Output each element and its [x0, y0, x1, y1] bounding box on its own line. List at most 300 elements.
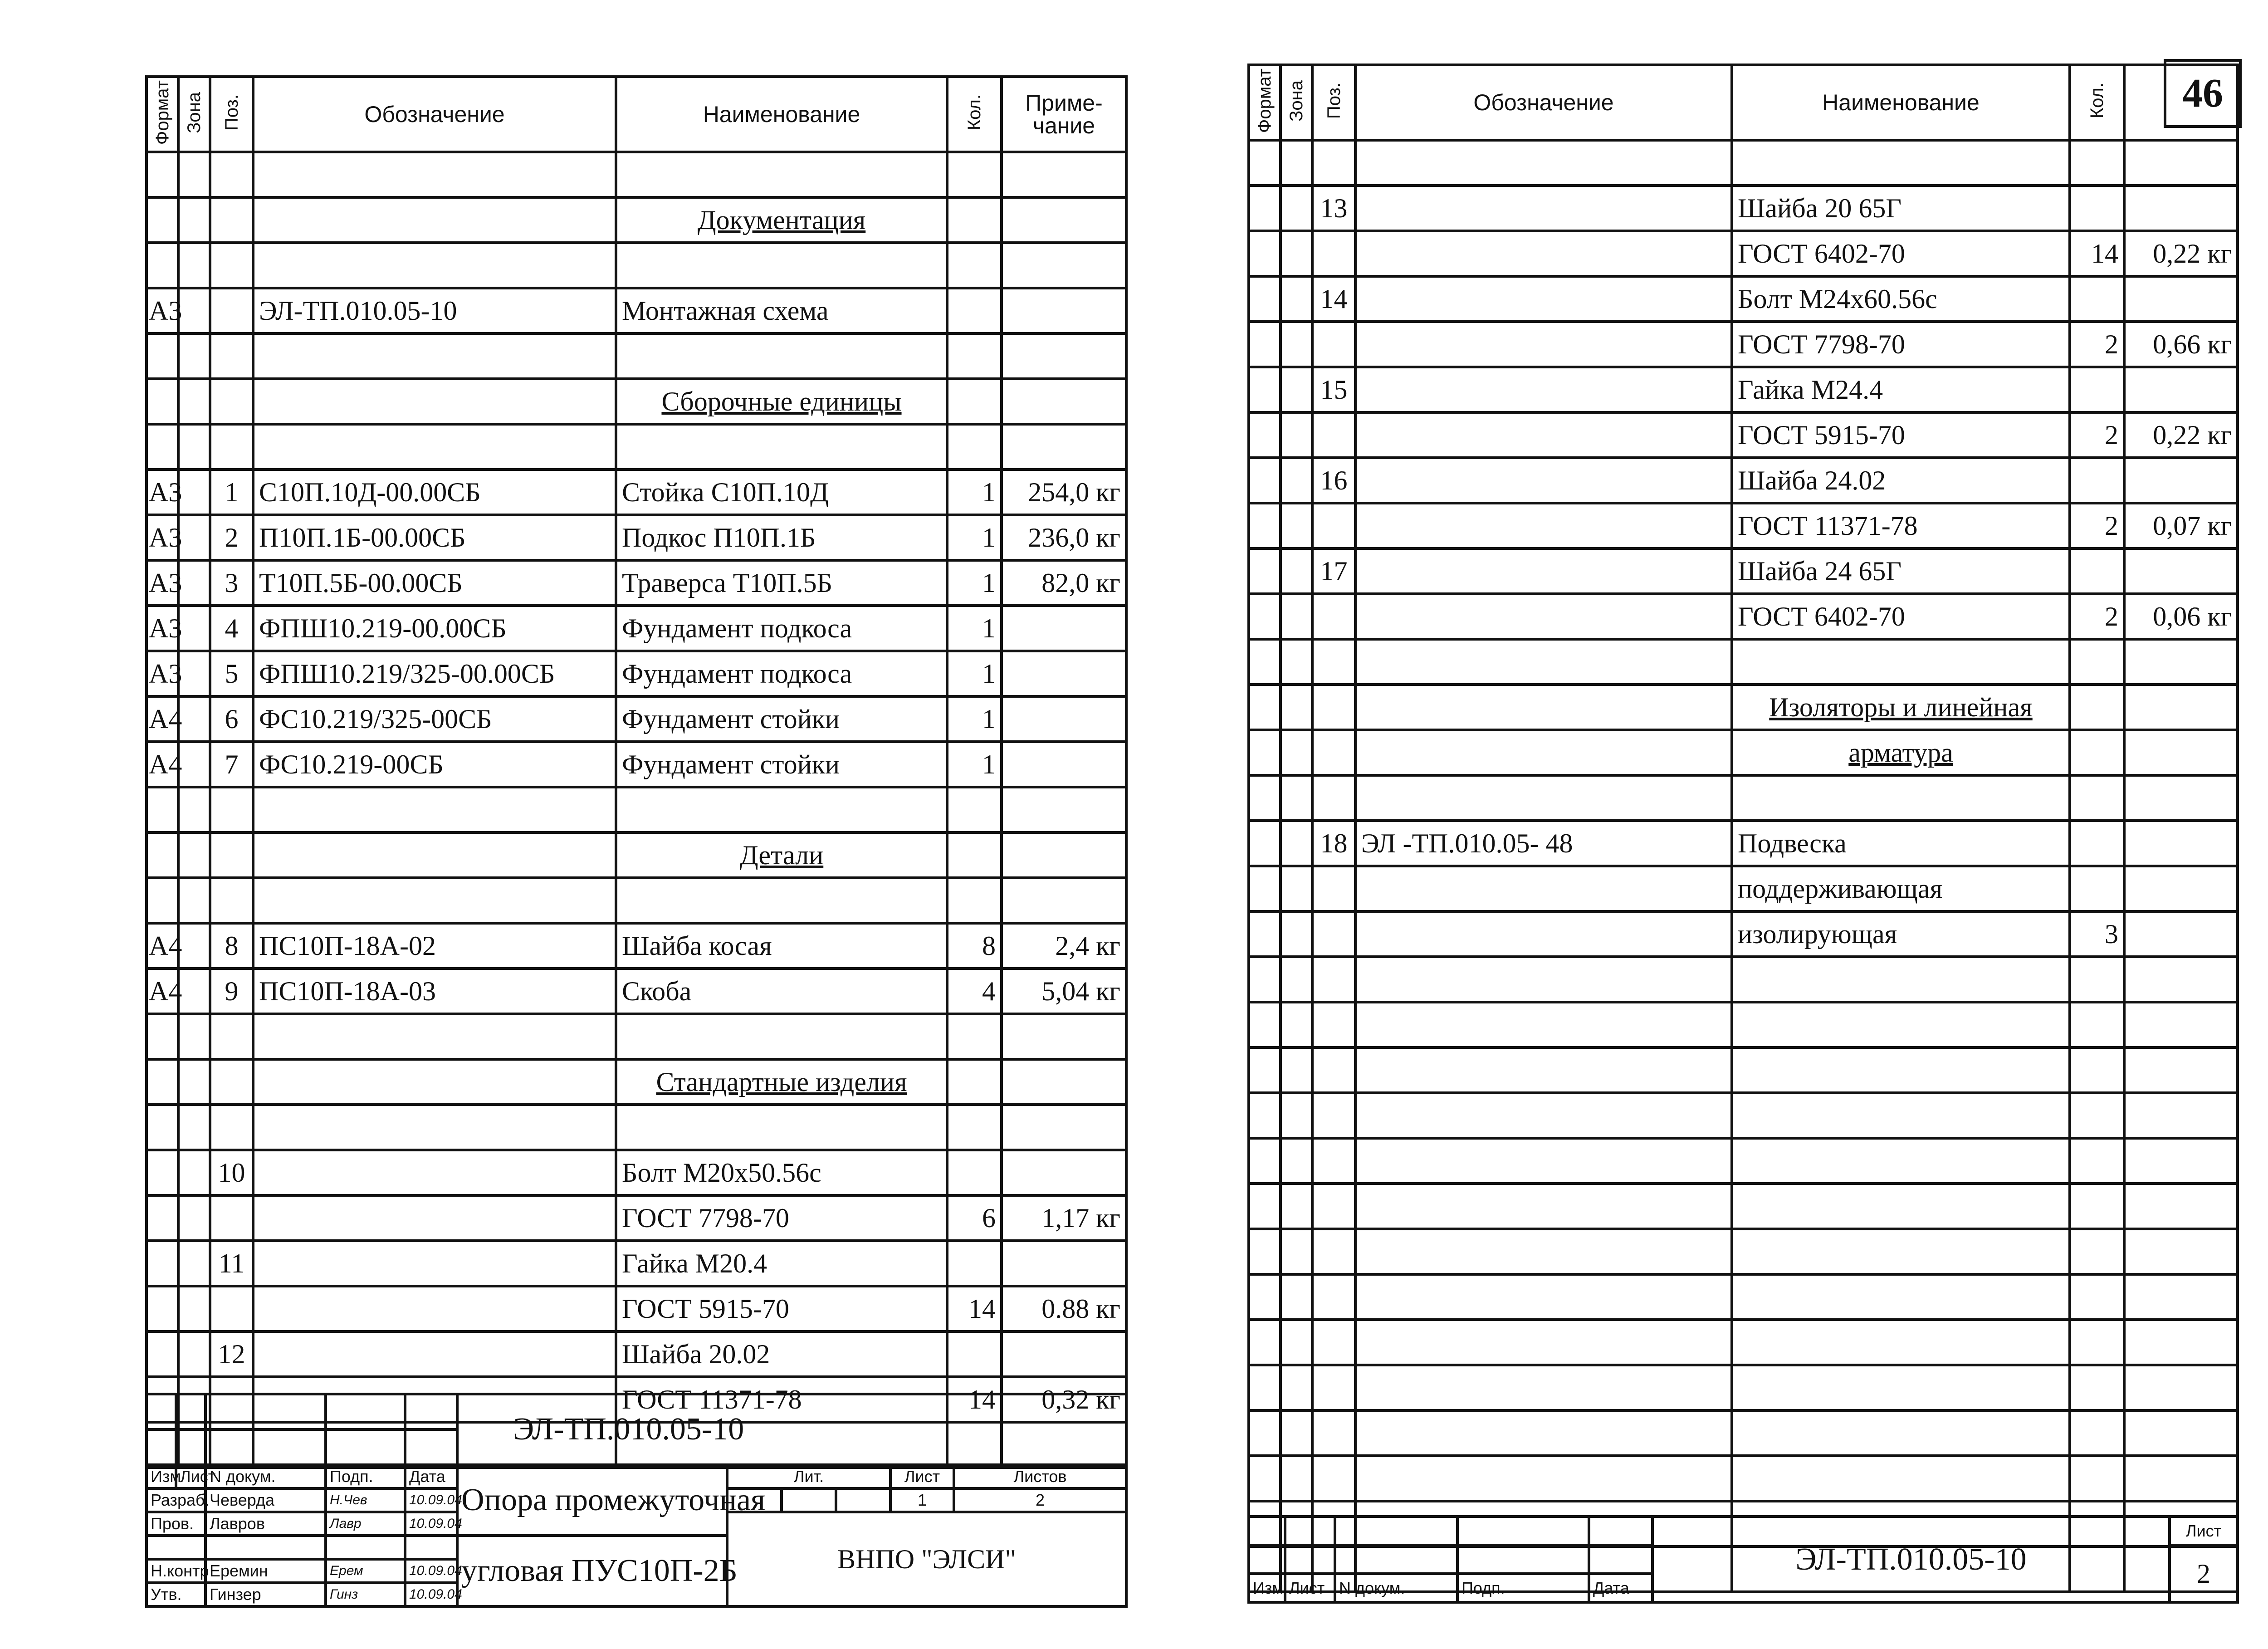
spec-row	[1249, 1456, 2238, 1501]
left-doc-code: ЭЛ-ТП.010.05-10	[457, 1394, 1126, 1465]
format-cell	[1249, 1138, 1281, 1184]
designation-cell	[1355, 866, 1732, 911]
position-cell: 6	[210, 696, 253, 742]
designation-cell: ПС10П-18А-02	[253, 923, 616, 969]
zone-cell	[178, 787, 210, 832]
position-cell	[1312, 1047, 1355, 1093]
designation-cell	[253, 1286, 616, 1331]
position-cell	[1312, 730, 1355, 775]
spec-row	[1249, 1320, 2238, 1365]
position-cell	[1312, 1410, 1355, 1456]
designation-cell	[1355, 367, 1732, 412]
header-designation: Обозначение	[1355, 65, 1732, 140]
designation-cell	[1355, 1047, 1732, 1093]
position-cell: 15	[1312, 367, 1355, 412]
name-cell: Болт М24х60.56с	[1732, 276, 2070, 322]
position-cell	[1312, 866, 1355, 911]
zone-cell	[178, 696, 210, 742]
left-body	[147, 152, 1126, 1468]
note-cell	[2124, 548, 2238, 594]
tb-list-label: Лист	[176, 1465, 205, 1488]
position-cell	[1312, 412, 1355, 458]
position-cell	[1312, 594, 1355, 639]
quantity-cell	[2070, 1093, 2124, 1138]
designation-cell	[253, 243, 616, 288]
zone-cell	[178, 1014, 210, 1059]
name-cell	[1732, 1002, 2070, 1047]
quantity-cell	[947, 1014, 1002, 1059]
format-cell	[1249, 322, 1281, 367]
designation-cell	[1355, 458, 1732, 503]
position-cell: 18	[1312, 821, 1355, 866]
spec-row	[1249, 685, 2238, 730]
designation-cell	[253, 197, 616, 243]
spec-row	[1249, 1274, 2238, 1320]
position-cell	[1312, 1002, 1355, 1047]
format-cell: А3	[147, 560, 178, 606]
quantity-cell: 3	[2070, 911, 2124, 957]
left-title-line2: угловая ПУС10П-2Б	[457, 1536, 727, 1606]
spec-row	[1249, 775, 2238, 821]
spec-row	[147, 379, 1126, 424]
designation-cell	[1355, 231, 1732, 276]
zone-cell	[178, 1286, 210, 1331]
signature-checker: Лавр	[326, 1512, 405, 1536]
note-cell	[2124, 1229, 2238, 1274]
zone-cell	[1281, 322, 1312, 367]
format-cell	[147, 787, 178, 832]
quantity-cell: 14	[2070, 231, 2124, 276]
quantity-cell	[2070, 821, 2124, 866]
header-pos: Поз.	[1312, 65, 1355, 140]
format-cell	[147, 1331, 178, 1377]
quantity-cell	[2070, 639, 2124, 685]
format-cell	[1249, 458, 1281, 503]
name-cell	[616, 787, 947, 832]
zone-cell	[1281, 1002, 1312, 1047]
sheets-label: Листов	[954, 1465, 1126, 1488]
designation-cell	[1355, 548, 1732, 594]
note-cell: 0,06 кг	[2124, 594, 2238, 639]
format-cell	[147, 243, 178, 288]
position-cell: 8	[210, 923, 253, 969]
zone-cell	[1281, 1365, 1312, 1410]
signature-developer: Н.Чев	[326, 1488, 405, 1512]
format-cell	[147, 1150, 178, 1195]
quantity-cell: 2	[2070, 594, 2124, 639]
spec-row	[147, 787, 1126, 832]
note-cell: 2,4 кг	[1002, 923, 1126, 969]
note-cell	[2124, 458, 2238, 503]
position-cell	[210, 288, 253, 333]
right-spec-table	[1247, 64, 2239, 1593]
format-cell	[147, 1286, 178, 1331]
zone-cell	[1281, 821, 1312, 866]
zone-cell	[1281, 594, 1312, 639]
quantity-cell: 2	[2070, 503, 2124, 548]
note-cell	[2124, 1138, 2238, 1184]
zone-cell	[178, 606, 210, 651]
section-heading: Документация	[616, 197, 947, 243]
name-cell	[1732, 1410, 2070, 1456]
format-cell	[1249, 548, 1281, 594]
note-cell	[1002, 787, 1126, 832]
designation-cell	[253, 1241, 616, 1286]
name-cell: ГОСТ 6402-70	[1732, 594, 2070, 639]
zone-cell	[178, 1331, 210, 1377]
name-cell: Шайба 20 65Г	[1732, 186, 2070, 231]
format-cell	[1249, 1229, 1281, 1274]
signature-normcontrol: Ерем	[326, 1559, 405, 1583]
zone-cell	[1281, 866, 1312, 911]
format-cell	[147, 333, 178, 379]
zone-cell	[1281, 1229, 1312, 1274]
quantity-cell: 1	[947, 470, 1002, 515]
zone-cell	[178, 243, 210, 288]
position-cell	[1312, 685, 1355, 730]
quantity-cell	[2070, 1456, 2124, 1501]
designation-cell	[1355, 1002, 1732, 1047]
zone-cell	[1281, 412, 1312, 458]
right-header-row	[1249, 65, 2238, 140]
format-cell	[1249, 685, 1281, 730]
note-cell	[2124, 1274, 2238, 1320]
format-cell	[1249, 730, 1281, 775]
quantity-cell	[947, 424, 1002, 470]
format-cell	[1249, 1047, 1281, 1093]
zone-cell	[1281, 140, 1312, 186]
position-cell	[210, 1195, 253, 1241]
format-cell: А3	[147, 606, 178, 651]
designation-cell	[253, 787, 616, 832]
quantity-cell: 1	[947, 696, 1002, 742]
position-cell	[210, 1014, 253, 1059]
spec-row	[147, 1331, 1126, 1377]
note-cell	[1002, 832, 1126, 878]
quantity-cell	[2070, 866, 2124, 911]
right-title-block	[1247, 1515, 2239, 1604]
spec-row	[147, 333, 1126, 379]
spec-row	[147, 1105, 1126, 1150]
quantity-cell	[2070, 1138, 2124, 1184]
page-number-box: 46	[2164, 59, 2242, 128]
note-cell: 82,0 кг	[1002, 560, 1126, 606]
quantity-cell	[2070, 1047, 2124, 1093]
name-cell: ГОСТ 11371-78	[1732, 503, 2070, 548]
zone-cell	[1281, 1093, 1312, 1138]
date-checker: 10.09.04	[405, 1512, 457, 1536]
designation-cell	[253, 333, 616, 379]
position-cell	[1312, 957, 1355, 1002]
zone-cell	[178, 515, 210, 560]
zone-cell	[1281, 1456, 1312, 1501]
format-cell	[1249, 957, 1281, 1002]
designation-cell	[1355, 639, 1732, 685]
format-cell: А3	[147, 515, 178, 560]
name-cell: Болт М20х50.56с	[616, 1150, 947, 1195]
name-developer: Чеверда	[205, 1488, 326, 1512]
right-sheet-label: Лист	[2170, 1517, 2238, 1545]
note-cell	[1002, 1241, 1126, 1286]
designation-cell: Т10П.5Б-00.00СБ	[253, 560, 616, 606]
zone-cell	[178, 379, 210, 424]
name-cell: Шайба 24 65Г	[1732, 548, 2070, 594]
name-cell	[616, 152, 947, 197]
designation-cell	[1355, 957, 1732, 1002]
spec-row	[1249, 866, 2238, 911]
role-approver: Утв.	[147, 1583, 205, 1606]
designation-cell: ФС10.219-00СБ	[253, 742, 616, 787]
format-cell	[147, 1195, 178, 1241]
spec-row	[147, 1286, 1126, 1331]
name-cell: Шайба 20.02	[616, 1331, 947, 1377]
designation-cell	[1355, 412, 1732, 458]
spec-row	[147, 1195, 1126, 1241]
format-cell	[1249, 1320, 1281, 1365]
position-cell	[210, 379, 253, 424]
note-cell	[1002, 878, 1126, 923]
tb-izm-label: Изм	[1249, 1574, 1285, 1602]
position-cell	[210, 333, 253, 379]
left-title-block	[145, 1393, 1128, 1608]
spec-row	[147, 1014, 1126, 1059]
note-cell	[1002, 1059, 1126, 1105]
header-name: Наименование	[616, 77, 947, 152]
date-normcontrol: 10.09.04	[405, 1559, 457, 1583]
note-cell	[1002, 288, 1126, 333]
note-cell	[1002, 1105, 1126, 1150]
position-cell: 14	[1312, 276, 1355, 322]
designation-cell: ФПШ10.219-00.00СБ	[253, 606, 616, 651]
quantity-cell	[947, 197, 1002, 243]
spec-row	[147, 424, 1126, 470]
note-cell	[2124, 639, 2238, 685]
spec-row	[147, 878, 1126, 923]
spec-row	[1249, 276, 2238, 322]
quantity-cell: 14	[947, 1377, 1002, 1422]
zone-cell	[178, 878, 210, 923]
tb-date-label: Дата	[1589, 1574, 1652, 1602]
right-doc-code: ЭЛ-ТП.010.05-10	[1652, 1517, 2170, 1602]
spec-row	[147, 243, 1126, 288]
position-cell	[210, 1286, 253, 1331]
designation-cell	[1355, 685, 1732, 730]
spec-row	[1249, 1002, 2238, 1047]
position-cell	[1312, 1365, 1355, 1410]
position-cell: 5	[210, 651, 253, 696]
section-heading: Стандартные изделия	[616, 1059, 947, 1105]
note-cell: 236,0 кг	[1002, 515, 1126, 560]
note-cell	[1002, 379, 1126, 424]
position-cell	[210, 424, 253, 470]
spec-row	[147, 742, 1126, 787]
quantity-cell: 2	[2070, 322, 2124, 367]
format-cell	[1249, 1410, 1281, 1456]
note-cell	[2124, 1410, 2238, 1456]
position-cell	[1312, 775, 1355, 821]
zone-cell	[1281, 186, 1312, 231]
quantity-cell	[2070, 1410, 2124, 1456]
zone-cell	[1281, 276, 1312, 322]
quantity-cell	[947, 152, 1002, 197]
quantity-cell	[2070, 1274, 2124, 1320]
header-designation: Обозначение	[253, 77, 616, 152]
position-cell: 1	[210, 470, 253, 515]
zone-cell	[1281, 775, 1312, 821]
format-cell: А4	[147, 969, 178, 1014]
note-cell	[2124, 911, 2238, 957]
zone-cell	[178, 1241, 210, 1286]
zone-cell	[1281, 1410, 1312, 1456]
name-cell	[1732, 1456, 2070, 1501]
zone-cell	[178, 923, 210, 969]
spec-row	[1249, 458, 2238, 503]
designation-cell	[1355, 1184, 1732, 1229]
note-cell	[1002, 1150, 1126, 1195]
sheets-value: 2	[954, 1488, 1126, 1512]
name-cell	[1732, 639, 2070, 685]
designation-cell	[1355, 186, 1732, 231]
date-developer: 10.09.04	[405, 1488, 457, 1512]
name-cell: ГОСТ 5915-70	[616, 1286, 947, 1331]
quantity-cell: 1	[947, 515, 1002, 560]
designation-cell	[253, 152, 616, 197]
name-cell: Подкос П10П.1Б	[616, 515, 947, 560]
position-cell: 13	[1312, 186, 1355, 231]
quantity-cell	[2070, 1184, 2124, 1229]
zone-cell	[178, 333, 210, 379]
note-cell	[1002, 742, 1126, 787]
note-cell	[2124, 1002, 2238, 1047]
position-cell	[210, 832, 253, 878]
note-cell: 5,04 кг	[1002, 969, 1126, 1014]
format-cell	[1249, 1274, 1281, 1320]
position-cell: 11	[210, 1241, 253, 1286]
note-cell: 0,22 кг	[2124, 412, 2238, 458]
name-cell: Фундамент подкоса	[616, 651, 947, 696]
designation-cell	[253, 832, 616, 878]
tb-izm-label: Изм	[147, 1465, 176, 1488]
designation-cell	[1355, 503, 1732, 548]
format-cell	[1249, 594, 1281, 639]
name-cell	[1732, 1093, 2070, 1138]
note-cell	[2124, 775, 2238, 821]
designation-cell	[1355, 1365, 1732, 1410]
quantity-cell	[2070, 1365, 2124, 1410]
quantity-cell	[947, 379, 1002, 424]
spec-row	[1249, 1138, 2238, 1184]
role-checker: Пров.	[147, 1512, 205, 1536]
quantity-cell: 8	[947, 923, 1002, 969]
designation-cell	[253, 1195, 616, 1241]
name-cell	[1732, 1047, 2070, 1093]
format-cell	[1249, 503, 1281, 548]
designation-cell	[1355, 322, 1732, 367]
spec-row	[1249, 1229, 2238, 1274]
format-cell	[147, 878, 178, 923]
name-cell	[1732, 1184, 2070, 1229]
format-cell: А3	[147, 470, 178, 515]
name-cell	[1732, 1229, 2070, 1274]
format-cell	[1249, 1184, 1281, 1229]
zone-cell	[1281, 231, 1312, 276]
zone-cell	[178, 1105, 210, 1150]
spec-row	[147, 470, 1126, 515]
spec-row	[147, 1059, 1126, 1105]
quantity-cell: 1	[947, 651, 1002, 696]
note-cell	[1002, 197, 1126, 243]
spec-row	[1249, 1047, 2238, 1093]
spec-row	[1249, 957, 2238, 1002]
tb-ndoc-label: N докум.	[205, 1465, 326, 1488]
zone-cell	[1281, 685, 1312, 730]
tb-podp-label: Подп.	[1457, 1574, 1589, 1602]
position-cell	[1312, 1274, 1355, 1320]
spec-row	[1249, 548, 2238, 594]
spec-row	[1249, 1410, 2238, 1456]
format-cell	[1249, 639, 1281, 685]
zone-cell	[1281, 1047, 1312, 1093]
note-cell: 0.88 кг	[1002, 1286, 1126, 1331]
format-cell: А4	[147, 923, 178, 969]
name-cell	[1732, 1274, 2070, 1320]
spec-row	[147, 832, 1126, 878]
note-cell	[2124, 1320, 2238, 1365]
section-heading: Изоляторы и линейная	[1732, 685, 2070, 730]
note-cell: 0,07 кг	[2124, 503, 2238, 548]
note-cell	[2124, 730, 2238, 775]
format-cell	[1249, 186, 1281, 231]
format-cell: А4	[147, 696, 178, 742]
left-spec-table	[145, 75, 1128, 1469]
zone-cell	[1281, 911, 1312, 957]
note-cell	[2124, 821, 2238, 866]
spec-row	[1249, 412, 2238, 458]
note-cell	[1002, 696, 1126, 742]
zone-cell	[178, 424, 210, 470]
note-cell	[2124, 1047, 2238, 1093]
name-cell: ГОСТ 7798-70	[616, 1195, 947, 1241]
format-cell	[147, 832, 178, 878]
date-approver: 10.09.04	[405, 1583, 457, 1606]
name-cell: Траверса Т10П.5Б	[616, 560, 947, 606]
format-cell	[147, 1059, 178, 1105]
quantity-cell: 1	[947, 606, 1002, 651]
position-cell	[1312, 322, 1355, 367]
position-cell	[1312, 1229, 1355, 1274]
quantity-cell	[2070, 1002, 2124, 1047]
quantity-cell	[2070, 548, 2124, 594]
spec-row	[1249, 231, 2238, 276]
quantity-cell	[947, 1150, 1002, 1195]
note-cell	[1002, 424, 1126, 470]
note-cell	[1002, 333, 1126, 379]
tb-podp-label: Подп.	[326, 1465, 405, 1488]
name-cell	[616, 424, 947, 470]
spec-row	[1249, 821, 2238, 866]
position-cell	[210, 243, 253, 288]
zone-cell	[178, 969, 210, 1014]
quantity-cell	[2070, 1320, 2124, 1365]
designation-cell	[1355, 775, 1732, 821]
left-title-line1: Опора промежуточная	[457, 1465, 727, 1536]
spec-row	[147, 288, 1126, 333]
note-cell: 254,0 кг	[1002, 470, 1126, 515]
name-cell: Фундамент стойки	[616, 742, 947, 787]
note-cell: 1,17 кг	[1002, 1195, 1126, 1241]
quantity-cell	[947, 1241, 1002, 1286]
zone-cell	[178, 152, 210, 197]
